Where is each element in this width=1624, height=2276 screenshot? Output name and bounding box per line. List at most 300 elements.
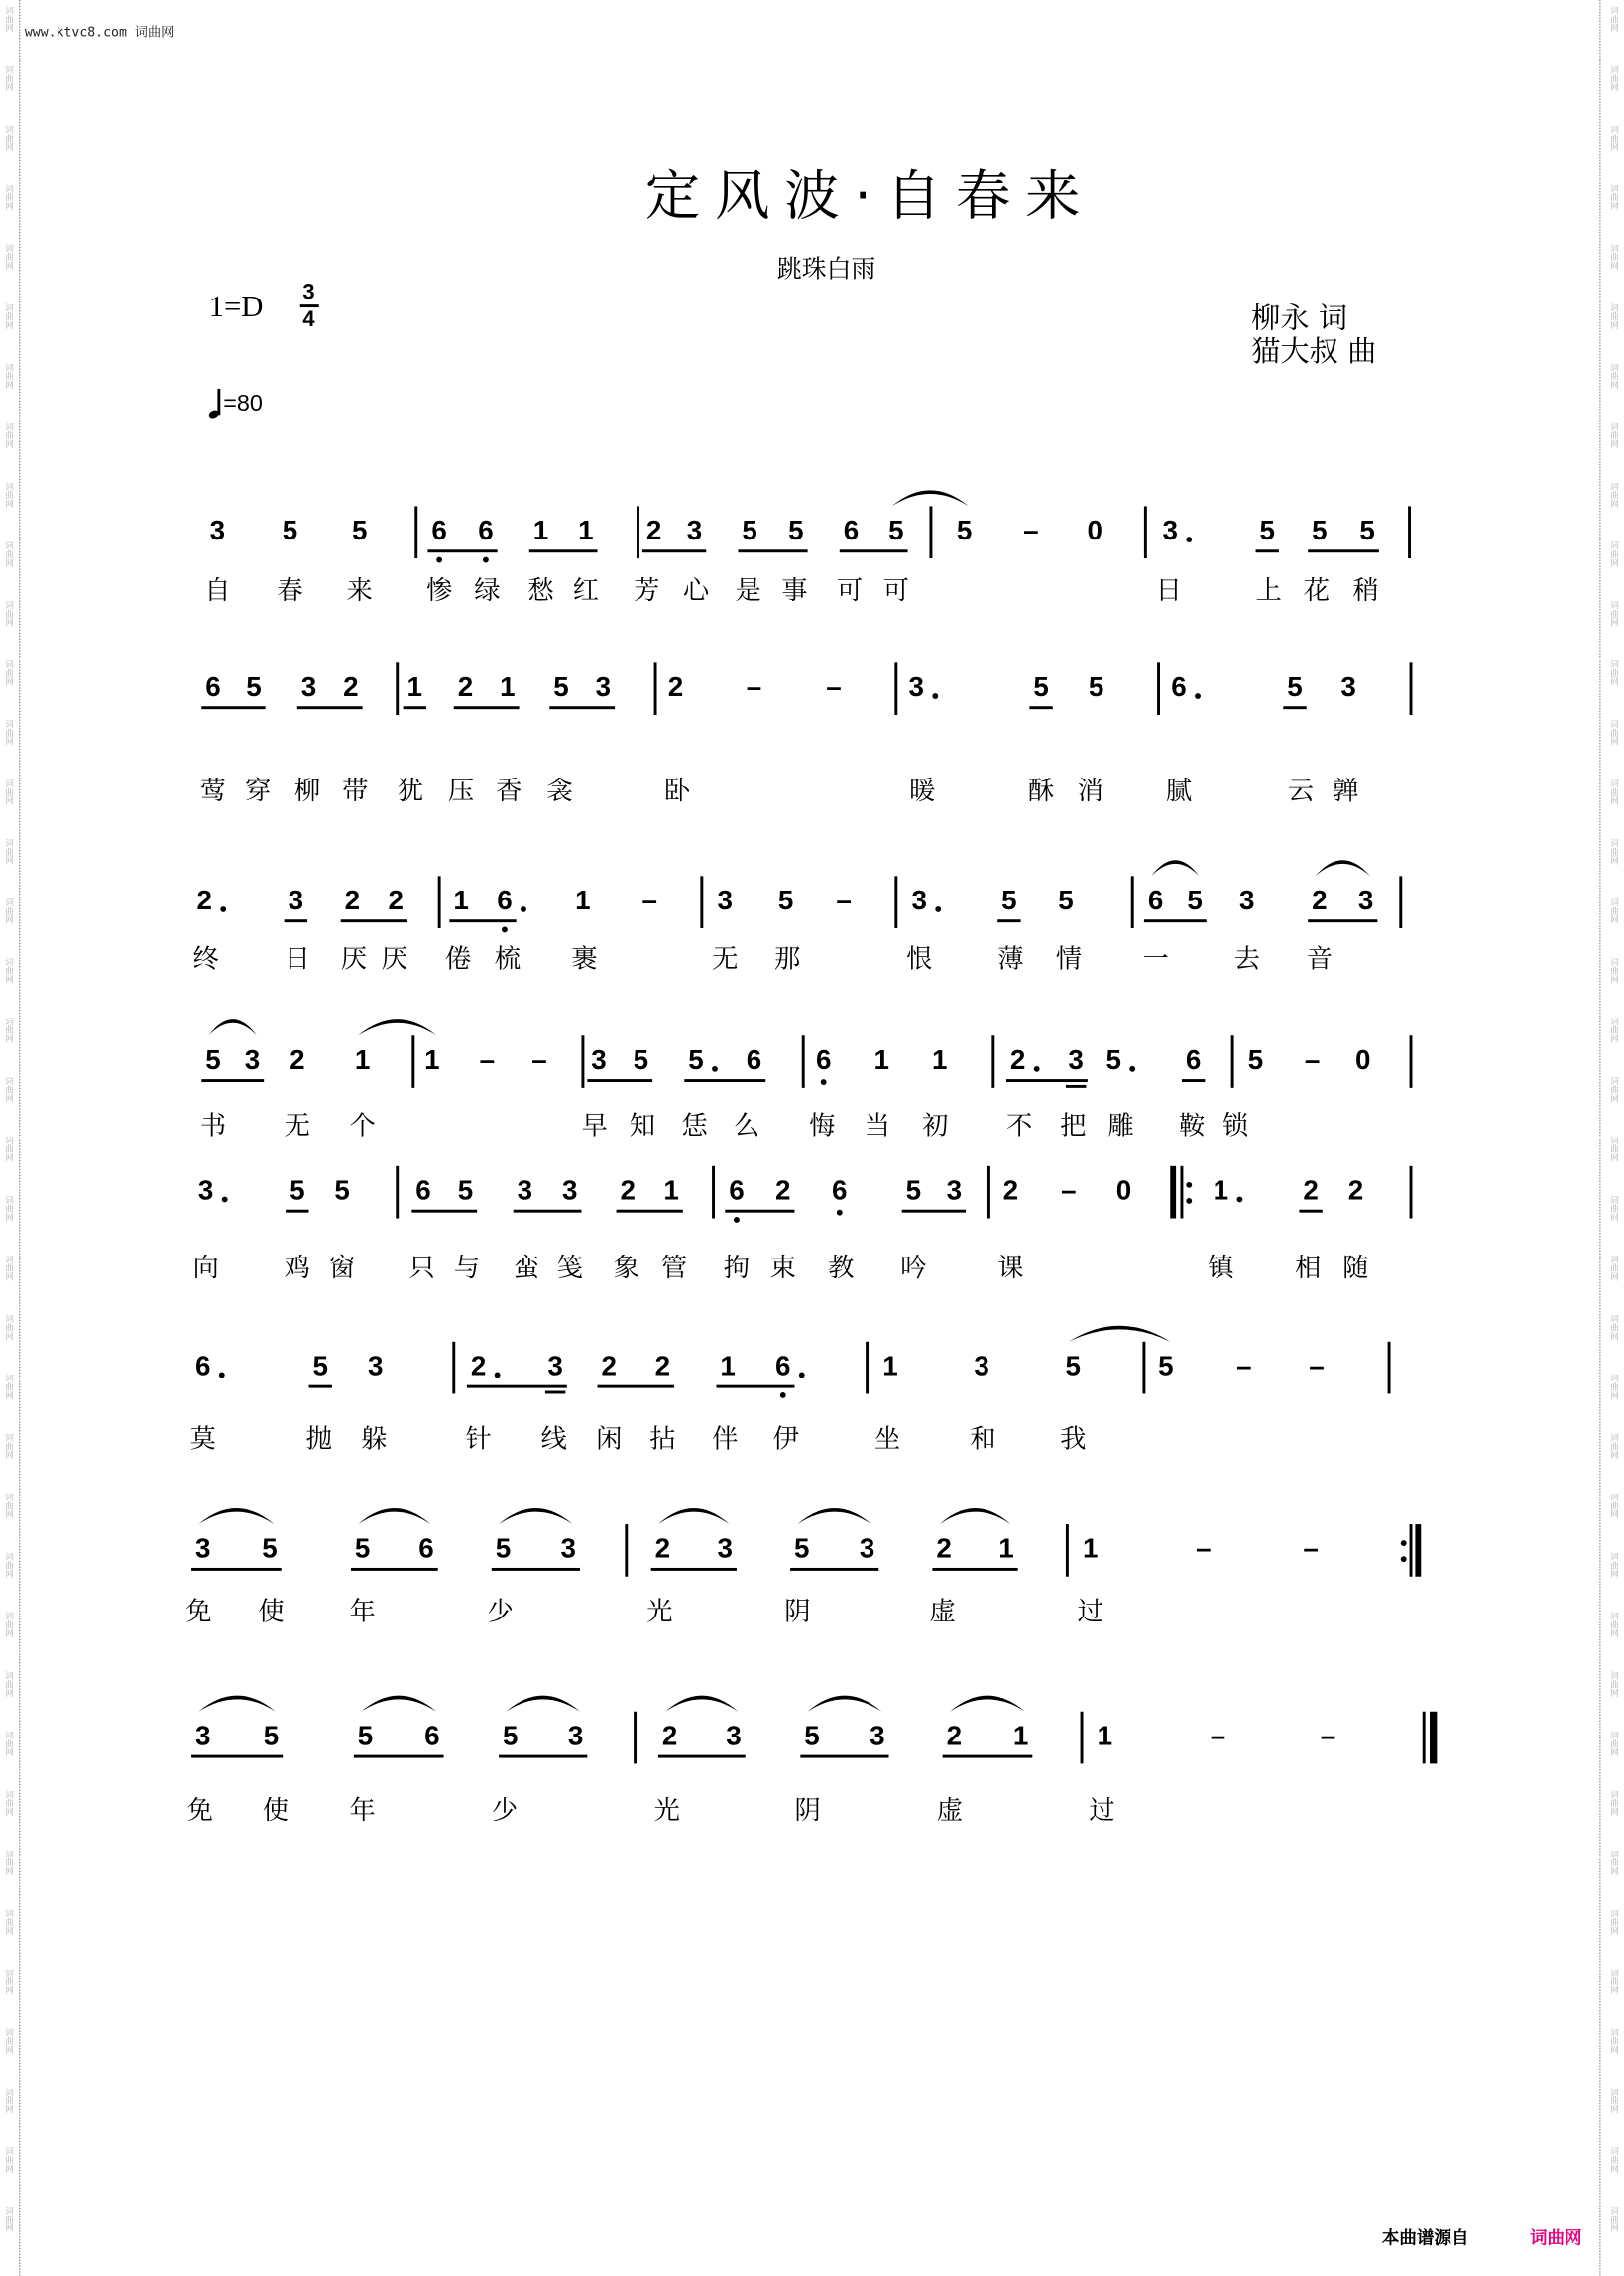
slur bbox=[358, 1508, 430, 1524]
note: 3 bbox=[209, 516, 226, 547]
watermark-text: 词曲网 bbox=[1607, 1136, 1619, 1162]
lyric-char: 笺 bbox=[556, 1253, 583, 1284]
watermark-text: 词曲网 bbox=[2, 1373, 14, 1400]
repeat-dot bbox=[1401, 1556, 1407, 1562]
note: 2 bbox=[290, 1045, 305, 1077]
watermark-text: 词曲网 bbox=[1607, 838, 1619, 865]
underline-beam bbox=[1144, 919, 1207, 922]
dash: – bbox=[1061, 1176, 1077, 1207]
dash: – bbox=[1304, 1045, 1321, 1077]
augmentation-dot bbox=[219, 1373, 225, 1378]
watermark-text: 词曲网 bbox=[1607, 1670, 1619, 1698]
underline-beam bbox=[285, 919, 307, 922]
bar-line bbox=[1408, 506, 1411, 558]
note: 5 bbox=[905, 1176, 922, 1207]
lyric-char: 锁 bbox=[1221, 1111, 1249, 1141]
augmentation-dot bbox=[222, 1197, 228, 1203]
underline-beam bbox=[467, 1385, 567, 1388]
note: 1 bbox=[1097, 1721, 1113, 1752]
lyric-char: 厌 bbox=[340, 944, 368, 975]
dash: – bbox=[746, 672, 762, 704]
note: 1 bbox=[882, 1352, 898, 1382]
lyric-char: 教 bbox=[828, 1253, 855, 1284]
note: 5 bbox=[777, 886, 794, 917]
note: 1 bbox=[453, 886, 469, 917]
watermark-text: 词曲网 bbox=[1607, 779, 1619, 805]
note: 2 bbox=[1347, 1176, 1364, 1207]
augmentation-dot bbox=[1129, 1066, 1135, 1072]
underline-beam bbox=[932, 1568, 1017, 1571]
final-bar-thin-line bbox=[1423, 1712, 1426, 1764]
lyric-char: 不 bbox=[1005, 1111, 1033, 1141]
watermark-text: 词曲网 bbox=[1607, 1195, 1619, 1222]
note: 5 bbox=[1105, 1045, 1121, 1077]
bar-line bbox=[1066, 1524, 1069, 1577]
bar-line bbox=[802, 1035, 805, 1088]
note: 6 bbox=[746, 1045, 762, 1077]
lyric-char: 过 bbox=[1089, 1795, 1115, 1827]
note: 5 bbox=[1065, 1352, 1081, 1382]
watermark-text: 词曲网 bbox=[2, 1670, 14, 1698]
watermark-text: 词曲网 bbox=[1607, 183, 1619, 211]
note: 2 bbox=[1002, 1176, 1019, 1207]
note: 5 bbox=[205, 1045, 221, 1077]
underline-beam bbox=[309, 1385, 332, 1388]
note: 2 bbox=[1303, 1176, 1319, 1207]
bar-line bbox=[1131, 876, 1134, 928]
note: 1 bbox=[663, 1176, 679, 1207]
lyric-char: 阴 bbox=[794, 1795, 821, 1827]
watermark-text: 词曲网 bbox=[1607, 1551, 1619, 1579]
lyric-char: 芳 bbox=[634, 575, 660, 607]
lyric-char: 无 bbox=[284, 1111, 310, 1141]
bar-line bbox=[1231, 1035, 1234, 1088]
watermark-text: 词曲网 bbox=[2, 1076, 14, 1103]
note: 1 bbox=[406, 672, 422, 704]
lyric-char: 可 bbox=[836, 575, 864, 607]
note: 5 bbox=[263, 1721, 280, 1752]
watermark-text: 词曲网 bbox=[2, 421, 14, 448]
underline-beam bbox=[790, 1568, 878, 1571]
note: 2 bbox=[470, 1352, 487, 1382]
lyric-char: 光 bbox=[653, 1795, 680, 1827]
note: 5 bbox=[246, 672, 262, 704]
watermark-text: 词曲网 bbox=[1607, 1730, 1619, 1757]
lyric-char: 那 bbox=[773, 944, 801, 975]
lyric-char: 酥 bbox=[1027, 776, 1055, 807]
lyric-char: 我 bbox=[1060, 1424, 1087, 1455]
lyric-char: 拘 bbox=[723, 1253, 751, 1284]
dash: – bbox=[1023, 516, 1039, 547]
watermark-text: 词曲网 bbox=[2, 719, 14, 746]
slur bbox=[808, 1696, 882, 1712]
underline-beam bbox=[902, 1210, 966, 1213]
note: 0 bbox=[1087, 516, 1102, 547]
lyric-char: 坐 bbox=[873, 1424, 901, 1455]
lyric-char: 一 bbox=[1142, 944, 1169, 975]
note: 1 bbox=[575, 886, 591, 917]
underline-beam bbox=[449, 919, 516, 922]
watermark-text: 词曲网 bbox=[1607, 2087, 1619, 2113]
underline-beam bbox=[1308, 549, 1379, 552]
watermark-text: 词曲网 bbox=[2, 2146, 14, 2173]
slur bbox=[940, 1508, 1011, 1524]
lyric-char: 腻 bbox=[1165, 776, 1193, 807]
watermark-text: 词曲网 bbox=[2, 957, 14, 984]
underline-beam bbox=[404, 706, 426, 709]
note: 2 bbox=[654, 1352, 671, 1382]
note: 3 bbox=[195, 1721, 211, 1752]
bar-line bbox=[396, 1166, 399, 1219]
note: 0 bbox=[1115, 1176, 1132, 1207]
augmentation-dot bbox=[1237, 1197, 1243, 1203]
lyric-char: 心 bbox=[682, 575, 710, 607]
note: 5 bbox=[688, 1045, 704, 1077]
note: 5 bbox=[742, 516, 757, 547]
bar-line bbox=[929, 506, 932, 558]
underline-beam bbox=[1299, 1210, 1322, 1213]
bar-line bbox=[438, 876, 441, 928]
bar-line bbox=[712, 1166, 715, 1219]
lyric-char: 个 bbox=[349, 1111, 376, 1141]
bar-line bbox=[625, 1524, 628, 1577]
note: 1 bbox=[1213, 1176, 1229, 1207]
note: 1 bbox=[1012, 1721, 1029, 1752]
note: 5 bbox=[495, 1534, 512, 1566]
bar-line bbox=[1081, 1712, 1084, 1764]
watermark-text: 词曲网 bbox=[2, 540, 14, 567]
lyric-char: 少 bbox=[491, 1795, 519, 1827]
underline-beam bbox=[684, 1079, 765, 1082]
watermark-text: 词曲网 bbox=[1607, 1849, 1619, 1876]
underline-beam bbox=[297, 706, 363, 709]
watermark-text: 词曲网 bbox=[2, 5, 14, 33]
composer-credit: 猫大叔 曲 bbox=[1251, 333, 1377, 369]
watermark-text: 词曲网 bbox=[1607, 898, 1619, 924]
note: 5 bbox=[804, 1721, 820, 1752]
watermark-text: 词曲网 bbox=[1607, 481, 1619, 508]
slur bbox=[361, 1696, 436, 1712]
bar-line bbox=[1410, 1166, 1413, 1219]
lyric-char: 倦 bbox=[444, 944, 472, 975]
lyric-char: 悔 bbox=[809, 1111, 836, 1141]
underline-beam bbox=[191, 1755, 283, 1758]
lyric-char: 裹 bbox=[571, 944, 598, 975]
lyric-char: 犹 bbox=[397, 776, 424, 807]
note: 6 bbox=[415, 1176, 431, 1207]
lyric-char: 花 bbox=[1303, 575, 1331, 607]
watermark-text: 词曲网 bbox=[1607, 600, 1619, 627]
note: 5 bbox=[1259, 516, 1275, 547]
bar-line bbox=[634, 1712, 637, 1764]
note: 3 bbox=[595, 672, 612, 704]
lyric-char: 知 bbox=[629, 1111, 656, 1141]
watermark-text: 词曲网 bbox=[2, 1255, 14, 1281]
watermark-text: 词曲网 bbox=[1607, 1314, 1619, 1341]
watermark-text: 词曲网 bbox=[2, 1551, 14, 1579]
lyric-char: 闲 bbox=[596, 1424, 623, 1455]
lyric-char: 与 bbox=[453, 1253, 481, 1284]
low-octave-dot bbox=[821, 1079, 827, 1085]
underline-beam bbox=[840, 549, 908, 552]
time-signature-bottom: 4 bbox=[302, 307, 315, 332]
note: 6 bbox=[418, 1534, 434, 1566]
lyric-char: 绿 bbox=[474, 575, 501, 607]
note: 5 bbox=[1247, 1045, 1264, 1077]
slur bbox=[198, 1696, 276, 1712]
lyric-char: 使 bbox=[258, 1597, 285, 1627]
lyric-char: 当 bbox=[864, 1111, 890, 1141]
dash: – bbox=[531, 1045, 547, 1077]
lyric-char: 象 bbox=[613, 1253, 639, 1284]
lyric-char: 针 bbox=[465, 1424, 492, 1455]
augmentation-dot bbox=[799, 1373, 805, 1378]
watermark-text: 词曲网 bbox=[1607, 1373, 1619, 1400]
watermark-text: 词曲网 bbox=[1607, 719, 1619, 746]
dash: – bbox=[1236, 1352, 1252, 1382]
watermark-text: 词曲网 bbox=[1607, 5, 1619, 33]
note: 6 bbox=[431, 516, 447, 547]
watermark-text: 词曲网 bbox=[1607, 1492, 1619, 1519]
low-octave-dot bbox=[837, 1210, 843, 1216]
bar-line bbox=[866, 1342, 869, 1394]
note: 3 bbox=[1357, 886, 1374, 917]
note: 3 bbox=[197, 1176, 214, 1207]
watermark-text: 词曲网 bbox=[2, 659, 14, 686]
lyric-char: 上 bbox=[1255, 575, 1282, 607]
lyric-char: 音 bbox=[1306, 944, 1334, 975]
augmentation-dot bbox=[495, 1373, 501, 1378]
watermark-text: 词曲网 bbox=[2, 1314, 14, 1341]
slur bbox=[506, 1696, 580, 1712]
underline-beam bbox=[1006, 1079, 1088, 1082]
lyric-char: 香 bbox=[496, 776, 522, 807]
lyric-char: 虚 bbox=[936, 1795, 964, 1827]
low-octave-dot bbox=[483, 557, 489, 563]
note: 3 bbox=[195, 1534, 211, 1566]
bar-line bbox=[894, 662, 897, 715]
lyric-char: 压 bbox=[447, 776, 475, 807]
note: 3 bbox=[717, 886, 733, 917]
underline-beam bbox=[529, 549, 598, 552]
bar-line bbox=[987, 1166, 990, 1219]
underline-beam bbox=[499, 1755, 587, 1758]
lyric-char: 消 bbox=[1077, 776, 1103, 807]
lyric-char: 莫 bbox=[189, 1424, 216, 1455]
bar-line bbox=[1410, 662, 1413, 715]
lyric-char: 抛 bbox=[305, 1424, 332, 1455]
slur bbox=[198, 1508, 274, 1524]
lyric-char: 卧 bbox=[663, 776, 691, 807]
final-bar-thick-line bbox=[1430, 1712, 1437, 1764]
underline-beam bbox=[658, 1755, 746, 1758]
lyric-char: 早 bbox=[581, 1111, 608, 1141]
lyric-char: 亸 bbox=[1333, 776, 1359, 807]
note: 3 bbox=[567, 1721, 584, 1752]
lyric-char: 暖 bbox=[908, 776, 936, 807]
lyric-char: 只 bbox=[408, 1253, 435, 1284]
bar-line bbox=[991, 1035, 994, 1088]
watermark-text: 词曲网 bbox=[1607, 2206, 1619, 2232]
note: 3 bbox=[859, 1534, 875, 1566]
augmentation-dot bbox=[220, 906, 226, 912]
underline-beam bbox=[201, 1079, 264, 1082]
tempo-value: =80 bbox=[223, 391, 263, 417]
note: 2 bbox=[196, 886, 212, 917]
watermark-text: 词曲网 bbox=[1607, 2146, 1619, 2173]
dash: – bbox=[1303, 1534, 1319, 1566]
slur bbox=[499, 1508, 573, 1524]
repeat-dot bbox=[1186, 1182, 1192, 1188]
watermark-text: 词曲网 bbox=[2, 362, 14, 389]
watermark-text: 词曲网 bbox=[2, 898, 14, 924]
repeat-end-thick-line bbox=[1415, 1524, 1421, 1577]
lyric-char: 相 bbox=[1295, 1253, 1322, 1284]
note: 6 bbox=[478, 516, 494, 547]
slur bbox=[950, 1696, 1025, 1712]
double-underline bbox=[1066, 1085, 1086, 1088]
watermark-text: 词曲网 bbox=[2, 2027, 14, 2054]
lyric-char: 薄 bbox=[997, 944, 1024, 975]
repeat-dot bbox=[1186, 1198, 1192, 1204]
note: 5 bbox=[312, 1352, 328, 1382]
slur bbox=[1151, 860, 1199, 876]
note: 3 bbox=[726, 1721, 742, 1752]
bar-line bbox=[700, 876, 703, 928]
underline-beam bbox=[642, 549, 706, 552]
watermark-text: 词曲网 bbox=[2, 1017, 14, 1043]
note: 6 bbox=[195, 1352, 211, 1382]
repeat-end-thin-line bbox=[1410, 1524, 1413, 1577]
watermark-text: 词曲网 bbox=[2, 1195, 14, 1222]
note: 5 bbox=[282, 516, 298, 547]
note: 5 bbox=[1001, 886, 1017, 917]
lyric-char: 是 bbox=[735, 575, 761, 607]
note: 2 bbox=[645, 516, 662, 547]
underline-beam bbox=[1182, 1079, 1205, 1082]
watermark-text: 词曲网 bbox=[1607, 1017, 1619, 1043]
lyric-char: 恁 bbox=[681, 1111, 708, 1141]
note: 2 bbox=[661, 1721, 678, 1752]
lyric-char: 少 bbox=[487, 1597, 514, 1627]
watermark-text: 词曲网 bbox=[1607, 1611, 1619, 1638]
repeat-start-thick-line bbox=[1170, 1166, 1176, 1219]
note: 5 bbox=[1088, 672, 1104, 704]
note: 5 bbox=[1033, 672, 1049, 704]
lyric-char: 穿 bbox=[245, 776, 272, 807]
time-signature-top: 3 bbox=[302, 280, 315, 305]
note: 1 bbox=[532, 516, 549, 547]
watermark-text: 词曲网 bbox=[2, 1730, 14, 1757]
lyric-char: 镇 bbox=[1208, 1253, 1234, 1284]
watermark-text: 词曲网 bbox=[2, 1611, 14, 1638]
low-octave-dot bbox=[780, 1392, 786, 1398]
underline-beam bbox=[800, 1755, 888, 1758]
watermark-text: 词曲网 bbox=[2, 1908, 14, 1935]
lyric-char: 柳 bbox=[293, 776, 321, 807]
lyric-char: 愁 bbox=[527, 575, 554, 607]
lyric-char: 雕 bbox=[1107, 1111, 1134, 1141]
watermark-text: 词曲网 bbox=[2, 2087, 14, 2113]
dash: – bbox=[1196, 1534, 1212, 1566]
underline-beam bbox=[997, 919, 1020, 922]
watermark-text: 词曲网 bbox=[1607, 540, 1619, 567]
note: 2 bbox=[620, 1176, 636, 1207]
slur bbox=[891, 490, 969, 506]
note: 6 bbox=[205, 672, 221, 704]
bar-line bbox=[1388, 1342, 1391, 1394]
bar-line bbox=[1410, 1035, 1413, 1088]
note: 5 bbox=[956, 516, 973, 547]
lyric-char: 年 bbox=[349, 1597, 376, 1627]
underline-beam bbox=[341, 919, 407, 922]
watermark-text: 词曲网 bbox=[1607, 1432, 1619, 1460]
note: 5 bbox=[1287, 672, 1303, 704]
lyric-char: 年 bbox=[349, 1795, 376, 1827]
lyric-char: 情 bbox=[1055, 944, 1083, 975]
slur bbox=[209, 1019, 257, 1035]
lyric-char: 事 bbox=[781, 575, 808, 607]
lyric-char: 可 bbox=[882, 575, 909, 607]
note: 3 bbox=[562, 1176, 578, 1207]
lyric-char: 虚 bbox=[929, 1597, 956, 1627]
repeat-dot bbox=[1401, 1540, 1407, 1546]
underline-beam bbox=[1308, 919, 1377, 922]
lyric-char: 稍 bbox=[1352, 575, 1379, 607]
lyric-char: 日 bbox=[284, 944, 310, 975]
bar-line bbox=[1157, 662, 1160, 715]
note: 2 bbox=[1009, 1045, 1026, 1077]
lyric-char: 自 bbox=[204, 575, 231, 607]
note: 5 bbox=[1158, 1352, 1174, 1382]
note: 2 bbox=[457, 672, 474, 704]
bar-line bbox=[1144, 506, 1147, 558]
note: 5 bbox=[788, 516, 804, 547]
song-subtitle: 跳珠白雨 bbox=[776, 255, 876, 285]
watermark-text: 词曲网 bbox=[1607, 2027, 1619, 2054]
lyric-char: 向 bbox=[192, 1253, 219, 1284]
underline-beam bbox=[427, 549, 497, 552]
underline-beam bbox=[1256, 549, 1279, 552]
low-octave-dot bbox=[436, 557, 442, 563]
watermark-text: 词曲网 bbox=[1607, 64, 1619, 92]
lyric-char: 惨 bbox=[425, 575, 453, 607]
lyric-char: 束 bbox=[769, 1253, 796, 1284]
note: 6 bbox=[1185, 1045, 1202, 1077]
lyric-char: 蛮 bbox=[513, 1253, 540, 1284]
note: 3 bbox=[547, 1352, 563, 1382]
watermark-text: 词曲网 bbox=[2, 600, 14, 627]
lyric-char: 终 bbox=[192, 944, 219, 975]
watermark-text: 词曲网 bbox=[1607, 1789, 1619, 1817]
note: 3 bbox=[591, 1045, 607, 1077]
lyric-char: 拈 bbox=[649, 1424, 676, 1455]
lyric-char: 随 bbox=[1342, 1253, 1369, 1284]
bar-line bbox=[1142, 1342, 1145, 1394]
underline-beam bbox=[514, 1210, 582, 1213]
lyric-char: 过 bbox=[1077, 1597, 1103, 1627]
underline-beam bbox=[351, 1568, 438, 1571]
note: 3 bbox=[717, 1534, 733, 1566]
note: 6 bbox=[1147, 886, 1164, 917]
note: 5 bbox=[354, 1534, 371, 1566]
lyric-char: 伴 bbox=[712, 1424, 739, 1455]
lyric-char: 书 bbox=[199, 1111, 227, 1141]
underline-beam bbox=[716, 1385, 794, 1388]
low-octave-dot bbox=[734, 1217, 740, 1223]
underline-beam bbox=[411, 1210, 477, 1213]
lyric-char: 阴 bbox=[784, 1597, 811, 1627]
